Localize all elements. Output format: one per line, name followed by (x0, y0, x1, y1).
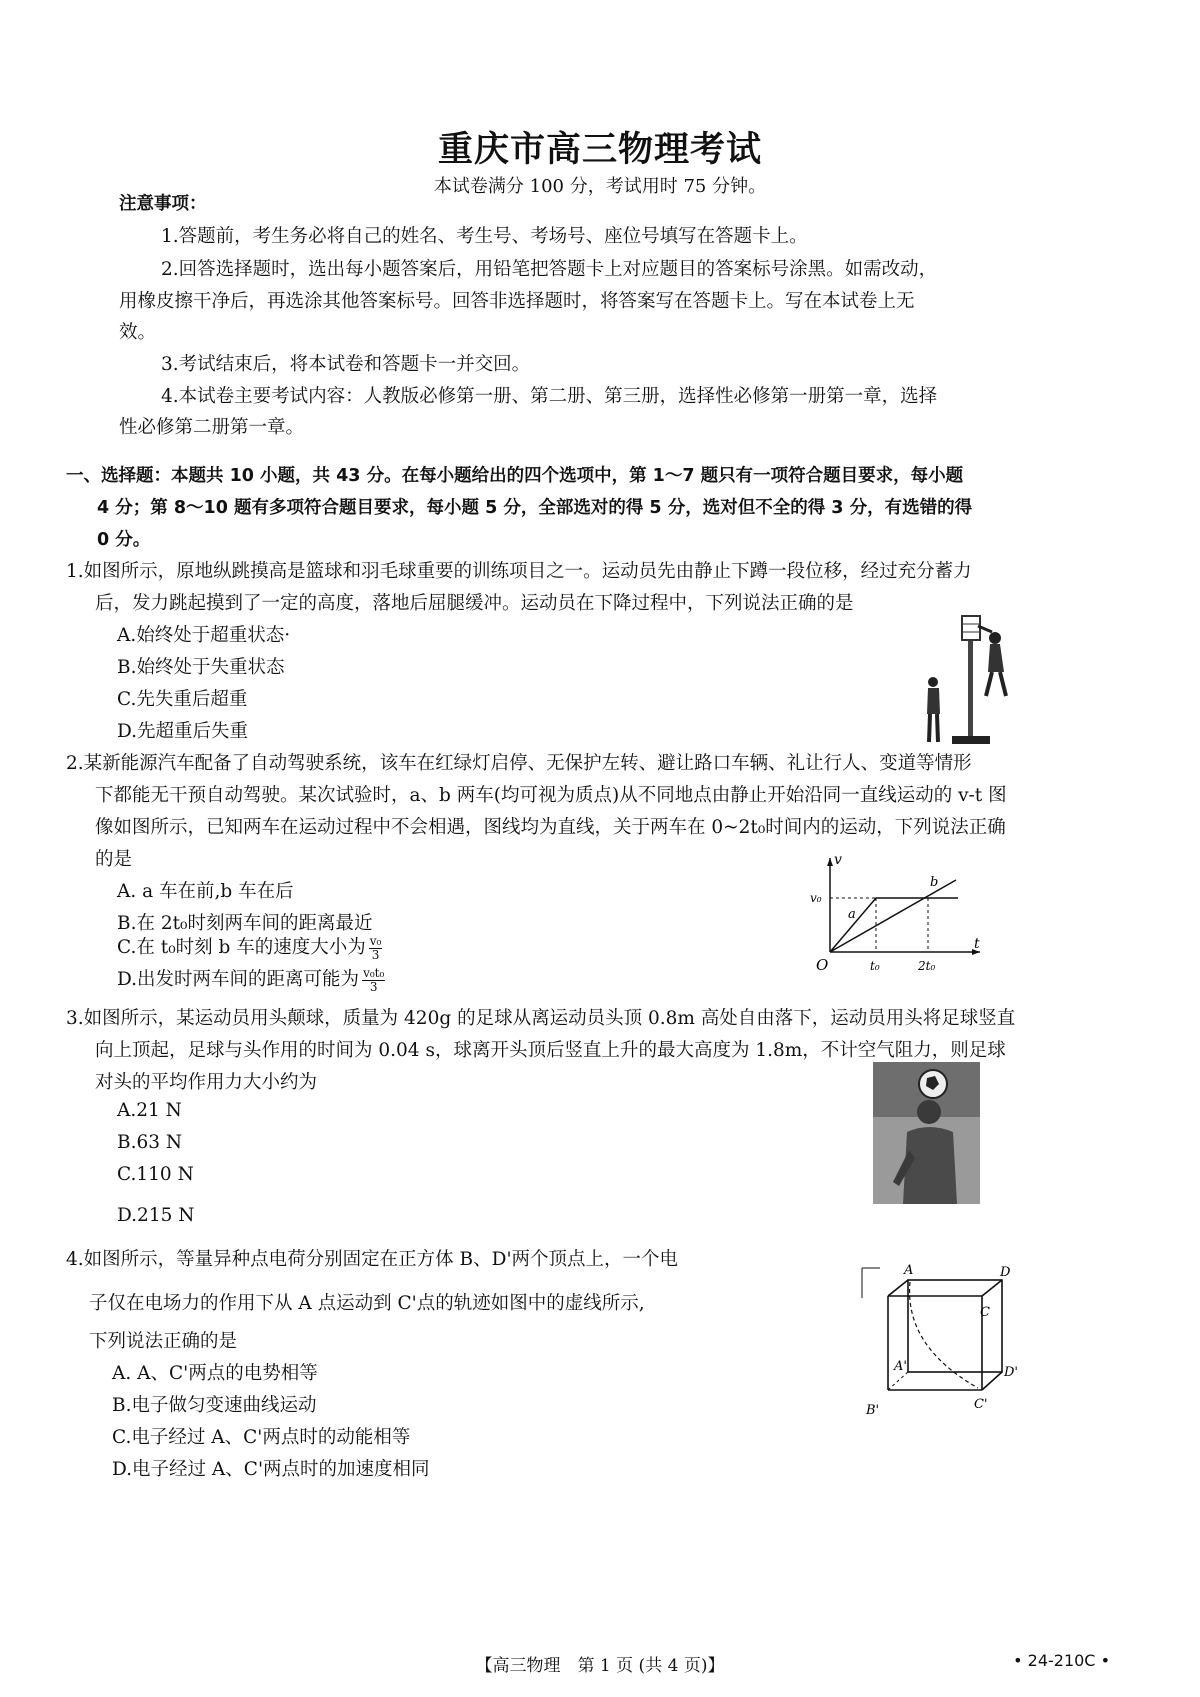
q1-option-c: C.先失重后超重 (117, 689, 248, 710)
label-D: D (1000, 1265, 1011, 1280)
q1-stem-line-1: 1.如图所示，原地纵跳摸高是篮球和羽毛球重要的训练项目之一。运动员先由静止下蹲一段位移，经过充分蓄力 (66, 561, 972, 582)
q3-option-d: D.215 N (117, 1205, 195, 1226)
q2-stem-line-1: 2.某新能源汽车配备了自动驾驶系统，该车在红绿灯启停、无保护左转、避让路口车辆、礼让行人、变道等情形 (66, 753, 972, 774)
label-C: C (980, 1305, 990, 1320)
q4-option-a: A. A、C'两点的电势相等 (112, 1363, 318, 1384)
note-1: 1.答题前，考生务必将自己的姓名、考生号、考场号、座位号填写在答题卡上。 (161, 226, 808, 247)
q4-option-d: D.电子经过 A、C'两点时的加速度相同 (112, 1459, 430, 1480)
section-1-line-1: 一、选择题：本题共 10 小题，共 43 分。在每小题给出的四个选项中，第 1～7 题只有一项符合题目要求，每小题 (66, 466, 964, 486)
q2-stem-line-3: 像如图所示，已知两车在运动过程中不会相遇，图线均为直线，关于两车在 0~2t₀时间内的运动，下列说法正确 (95, 817, 1006, 838)
q3-heading-photo (873, 1062, 980, 1204)
q3-option-a: A.21 N (117, 1100, 182, 1121)
q4-stem-line-1: 4.如图所示，等量异种点电荷分别固定在正方体 B、D'两个顶点上，一个电 (66, 1249, 679, 1270)
label-D1: D' (1004, 1365, 1018, 1380)
note-3: 3.考试结束后，将本试卷和答题卡一并交回。 (161, 354, 531, 375)
q2-stem-line-4: 的是 (95, 849, 133, 870)
q3-stem-line-1: 3.如图所示，某运动员用头颠球，质量为 420g 的足球从离运动员头顶 0.8m 高处自由落下，运动员用头将足球竖直 (66, 1008, 1016, 1029)
page-title: 重庆市高三物理考试 (437, 130, 762, 170)
t-axis-label: t (974, 936, 980, 952)
note-2-line-2: 用橡皮擦干净后，再选涂其他答案标号。回答非选择题时，将答案写在答题卡上。写在本试卷上无 (119, 291, 915, 312)
q2-option-a: A. a 车在前,b 车在后 (117, 881, 294, 902)
t0-label: t₀ (870, 959, 880, 973)
q4-cube-diagram (860, 1256, 1030, 1426)
q2-stem-line-2: 下都能无干预自动驾驶。某次试验时，a、b 两车(均可视为质点)从不同地点由静止开始沿同一直线运动的 v-t 图 (95, 785, 1007, 806)
page-subtitle: 本试卷满分 100 分，考试用时 75 分钟。 (433, 176, 767, 197)
q3-stem-line-3: 对头的平均作用力大小约为 (95, 1072, 318, 1093)
note-2-line-1: 2.回答选择题时，选出每小题答案后，用铅笔把答题卡上对应题目的答案标号涂黑。如需改动， (161, 259, 938, 280)
note-2-line-3: 效。 (119, 322, 157, 343)
cube-front-face (908, 1280, 1002, 1372)
line-a-label: a (848, 907, 856, 922)
page-footer: 【高三物理 第 1 页 (共 4 页)】 (475, 1656, 725, 1676)
q1-option-d: D.先超重后失重 (117, 721, 249, 742)
q4-option-b: B.电子做匀变速曲线运动 (112, 1395, 317, 1416)
q1-option-b: B.始终处于失重状态 (117, 657, 285, 678)
q1-option-a: A.始终处于超重状态· (117, 625, 291, 646)
q2-option-c: C.在 t₀时刻 b 车的速度大小为 $\frac{\text{v₀}}{3}$ (117, 933, 382, 962)
label-A1: A' (894, 1359, 907, 1374)
q3-stem-line-2: 向上顶起，足球与头作用的时间为 0.04 s，球离开头顶后竖直上升的最大高度为 1.8m，不计空气阻力，则足球 (95, 1040, 1006, 1061)
note-4-line-1: 4.本试卷主要考试内容：人教版必修第一册、第二册、第三册，选择性必修第一册第一章，选择 (161, 386, 938, 407)
label-A: A (904, 1263, 914, 1278)
q4-option-c: C.电子经过 A、C'两点时的动能相等 (112, 1427, 411, 1448)
q2-option-d: D.出发时两车间的距离可能为 $\frac{\text{v₀t₀}}{3}$ (117, 965, 385, 994)
section-1-line-2: 4 分；第 8～10 题有多项符合题目要求，每小题 5 分，全部选对的得 5 分，选对但不全的得 3 分，有选错的得 (97, 498, 973, 518)
2t0-label: 2t₀ (918, 959, 936, 973)
section-1-line-3: 0 分。 (97, 530, 151, 550)
note-4-line-2: 性必修第二册第一章。 (119, 417, 305, 438)
q2-option-b: B.在 2t₀时刻两车间的距离最近 (117, 913, 373, 934)
q1-jump-photo (918, 610, 1023, 750)
q2-vt-graph (808, 850, 988, 975)
paper-code: • 24-210C • (1013, 1651, 1110, 1670)
label-B1: B' (866, 1403, 880, 1418)
q3-option-b: B.63 N (117, 1132, 183, 1153)
q4-stem-line-2: 子仅在电场力的作用下从 A 点运动到 C'点的轨迹如图中的虚线所示, (89, 1293, 645, 1314)
q4-stem-line-3: 下列说法正确的是 (89, 1331, 238, 1352)
origin-label: O (816, 956, 829, 974)
q1-stem-line-2: 后，发力跳起摸到了一定的高度，落地后屈腿缓冲。运动员在下降过程中，下列说法正确的是 (95, 593, 854, 614)
line-b-label: b (930, 875, 939, 890)
v0-label: v₀ (810, 891, 822, 905)
label-C1: C' (974, 1397, 988, 1412)
notes-heading: 注意事项： (119, 194, 207, 214)
q3-option-c: C.110 N (117, 1164, 194, 1185)
v-axis-label: v (834, 852, 842, 868)
